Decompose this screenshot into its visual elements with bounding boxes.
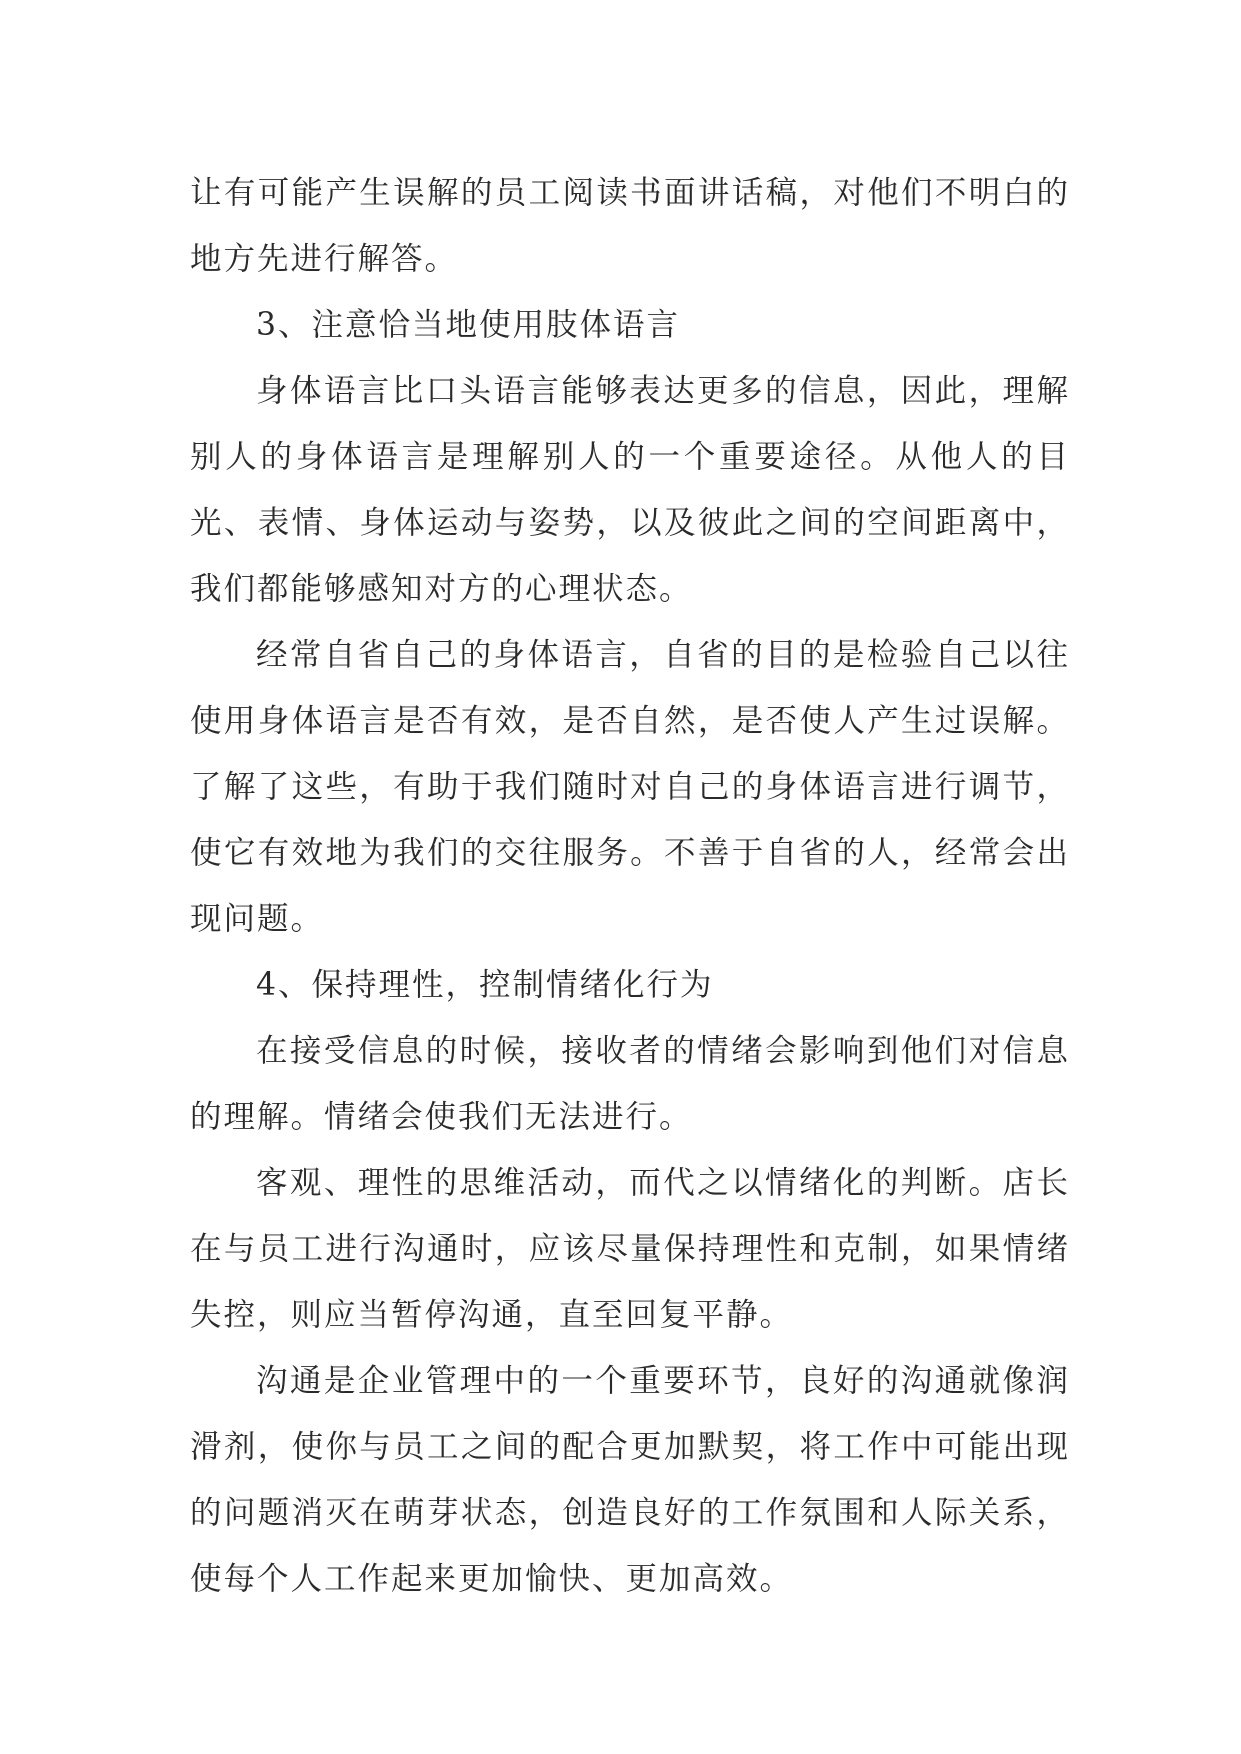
paragraph-self-reflection: 经常自省自己的身体语言，自省的目的是检验自己以往使用身体语言是否有效，是否自然，是否使人产生过误解。了解了这些，有助于我们随时对自己的身体语言进行调节，使它有效地为我们的交往服务。不善于自省的人，经常会出现问题。 bbox=[190, 637, 1070, 937]
paragraph-rational-thinking: 客观、理性的思维活动，而代之以情绪化的判断。店长在与员工进行沟通时，应该尽量保持理性和克制，如果情绪失控，则应当暂停沟通，直至回复平静。 bbox=[190, 1165, 1070, 1333]
paragraph-body-language: 身体语言比口头语言能够表达更多的信息，因此，理解别人的身体语言是理解别人的一个重要途径。从他人的目光、表情、身体运动与姿势，以及彼此之间的空间距离中，我们都能够感知对方的心理状态。 bbox=[190, 373, 1070, 607]
section-heading-3: 3、注意恰当地使用肢体语言 bbox=[256, 307, 681, 343]
paragraph-conclusion: 沟通是企业管理中的一个重要环节，良好的沟通就像润滑剂，使你与员工之间的配合更加默契，将工作中可能出现的问题消灭在萌芽状态，创造良好的工作氛围和人际关系，使每个人工作起来更加愉快、更加高效。 bbox=[190, 1363, 1070, 1597]
document-body bbox=[190, 160, 1070, 1612]
section-heading-4: 4、保持理性，控制情绪化行为 bbox=[256, 967, 714, 1003]
paragraph-continued: 让有可能产生误解的员工阅读书面讲话稿，对他们不明白的地方先进行解答。 bbox=[190, 175, 1070, 277]
paragraph-emotion: 在接受信息的时候，接收者的情绪会影响到他们对信息的理解。情绪会使我们无法进行。 bbox=[190, 1033, 1070, 1135]
